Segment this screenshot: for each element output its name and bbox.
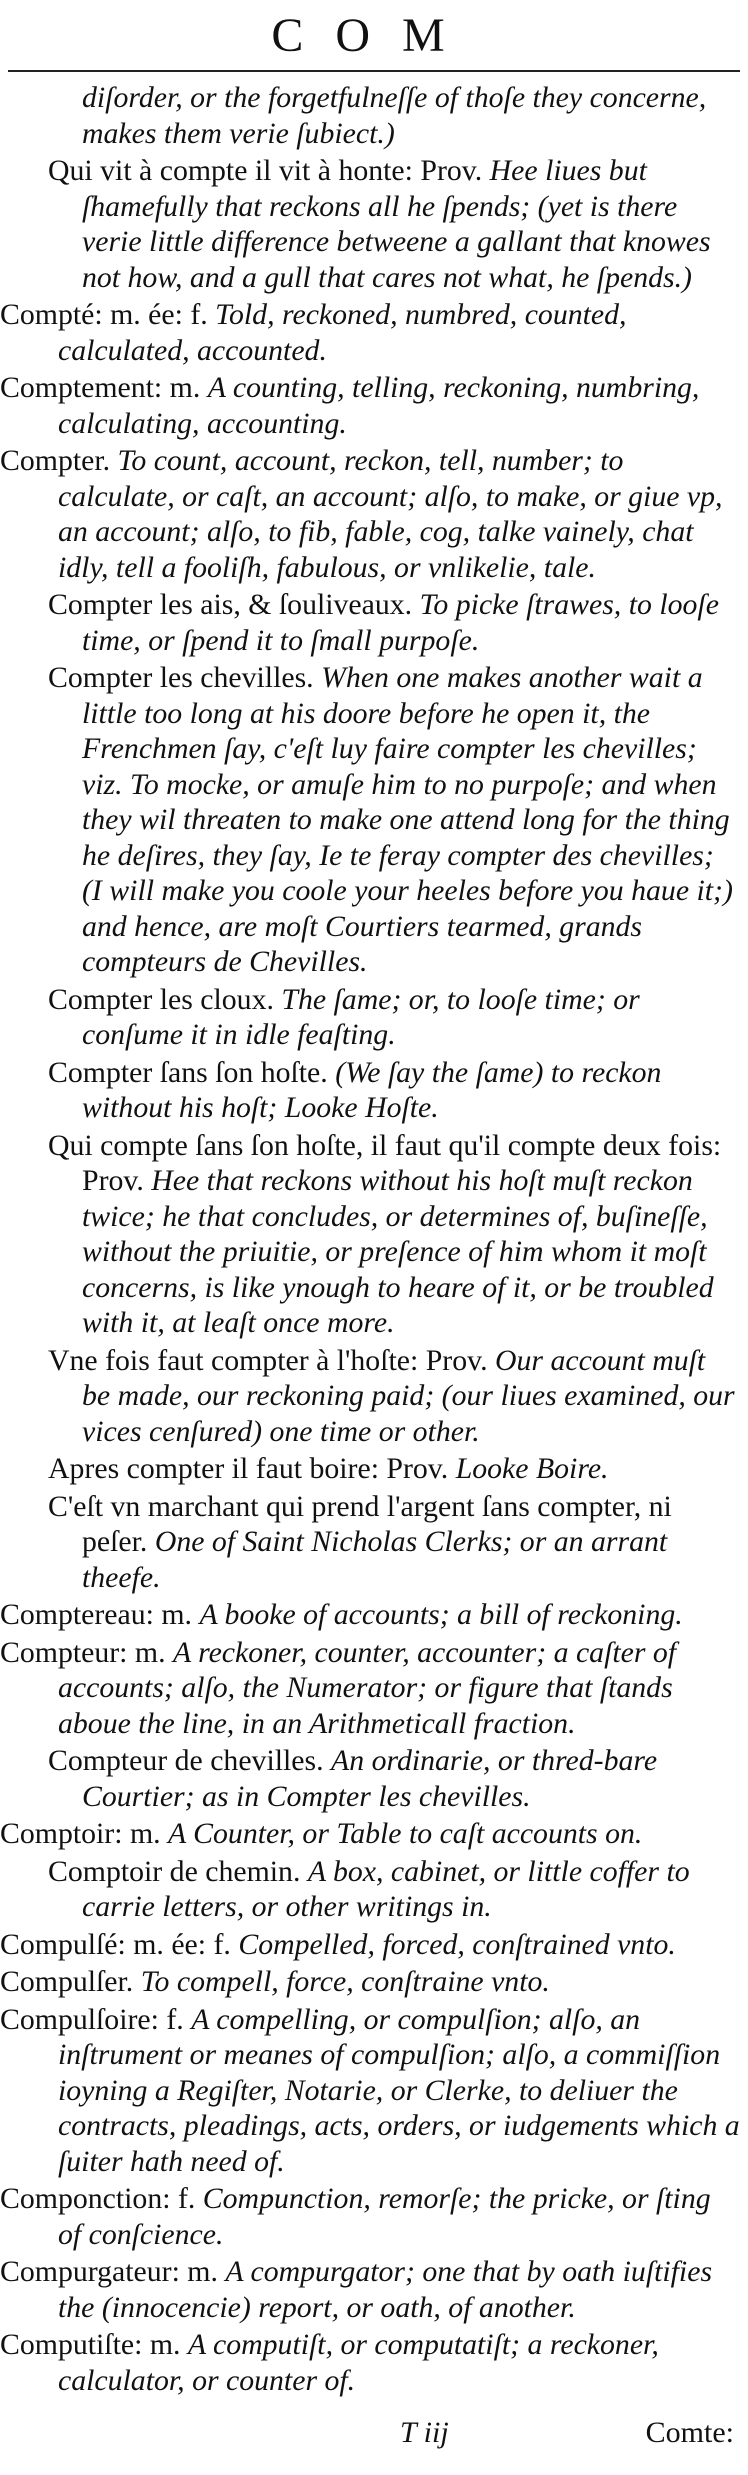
dictionary-entry: Componction: f. Compunction, remorſe; the pricke, or ſting of conſcience. <box>0 2182 711 2251</box>
dictionary-column <box>0 80 740 2400</box>
dictionary-entry: Apres compter il faut boire: Prov. Looke Boire. <box>48 1452 609 1485</box>
dictionary-entry: Qui compte ſans ſon hoſte, il faut qu'il compte deux fois: Prov. Hee that reckons without his hoſt muſt reckon twice; he that concludes, or determines of, buſineſſe, without the priuitie, or preſence of him whom it moſt concerns, is like ynough to heare of it, or be troubled with it, at leaſt once more. <box>48 1128 722 1339</box>
running-head: COM <box>271 9 477 62</box>
dictionary-entry: Compter les chevilles. When one makes another wait a little too long at his doore before he open it, the Frenchmen ſay, c'eſt luy faire compter les chevilles; viz. To mocke, or amuſe him to no purpoſe; and when they wil threaten to make one attend long for the thing he deſires, they ſay, Ie te feray compter des chevilles; (I will make you coole your heeles before you haue it;) and hence, are moſt Courtiers tearmed, grands compteurs de Chevilles. <box>48 661 733 978</box>
dictionary-entry: Compurgateur: m. A compurgator; one that by oath iuſtifies the (innocencie) report, or oath, of another. <box>0 2255 713 2324</box>
dictionary-entry: Comptoir de chemin. A box, cabinet, or little coffer to carrie letters, or other writings in. <box>48 1854 690 1923</box>
dictionary-entry: Compteur de chevilles. An ordinarie, or thred-bare Courtier; as in Compter les chevilles. <box>48 1744 658 1813</box>
dictionary-entry: Comptereau: m. A booke of accounts; a bill of reckoning. <box>0 1598 683 1631</box>
dictionary-entry: Compter ſans ſon hoſte. (We ſay the ſame) to reckon without his hoſt; Looke Hoſte. <box>48 1055 662 1124</box>
dictionary-entry: Comptement: m. A counting, telling, reckoning, numbring, calculating, accounting. <box>0 371 700 440</box>
signature-mark: T iij <box>400 2416 449 2449</box>
catchword: Comte: <box>645 2416 734 2449</box>
dictionary-entry: Compulſoire: f. A compelling, or compulſion; alſo, an inſtrument or meanes of compulſion; alſo, a commiſſion ioyning a Regiſter, Notarie, or Clerke, to deliuer the contracts, pleadings, acts, orders, or iudgements which a ſuiter hath need of. <box>0 2002 740 2178</box>
header-rule <box>8 70 740 72</box>
dictionary-entry: Comptoir: m. A Counter, or Table to caſt accounts on. <box>0 1817 643 1850</box>
dictionary-entry: Compteur: m. A reckoner, counter, accounter; a caſter of accounts; alſo, the Numerator; or figure that ſtands aboue the line, in an Arithmeticall fraction. <box>0 1635 677 1740</box>
dictionary-entry: Compter les ais, & ſouliveaux. To picke ſtrawes, to looſe time, or ſpend it to ſmall purpoſe. <box>48 588 719 657</box>
dictionary-entry: Compter les cloux. The ſame; or, to looſe time; or conſume it in idle feaſting. <box>48 982 640 1051</box>
dictionary-entry: Computiſte: m. A computiſt, or computatiſt; a reckoner, calculator, or counter of. <box>0 2328 659 2397</box>
dictionary-entry: Compulſé: m. ée: f. Compelled, forced, conſtrained vnto. <box>0 1927 676 1961</box>
dictionary-entry: Qui vit à compte il vit à honte: Prov. Hee liues but ſhamefully that reckons all he ſpends; (yet is there verie little difference betweene a gallant that knowes not how, and a gull that cares not what, he ſpends.) <box>48 154 711 294</box>
dictionary-entry: Compulſer. To compell, force, conſtraine vnto. <box>0 1965 550 1998</box>
dictionary-entry: Vne fois faut compter à l'hoſte: Prov. Our account muſt be made, our reckoning paid; (our liues examined, our vices cenſured) one time or other. <box>48 1343 735 1448</box>
dictionary-entry: Compter. To count, account, reckon, tell, number; to calculate, or caſt, an account; alſo, to make, or giue vp, an account; alſo, to fib, fable, cog, talke vainely, chat idly, tell a fooliſh, fabulous, or vnlikelie, tale. <box>0 444 723 584</box>
dictionary-entry: Compté: m. ée: f. Told, reckoned, numbred, counted, calculated, accounted. <box>0 298 627 367</box>
dictionary-entry: C'eſt vn marchant qui prend l'argent ſans compter, ni peſer. One of Saint Nicholas Clerks; or an arrant theefe. <box>48 1489 672 1594</box>
page-header <box>0 0 748 72</box>
page-footer <box>0 2410 748 2460</box>
dictionary-entry: diſorder, or the forgetfulneſſe of thoſe they concerne, makes them verie ſubiect.) <box>82 81 707 150</box>
